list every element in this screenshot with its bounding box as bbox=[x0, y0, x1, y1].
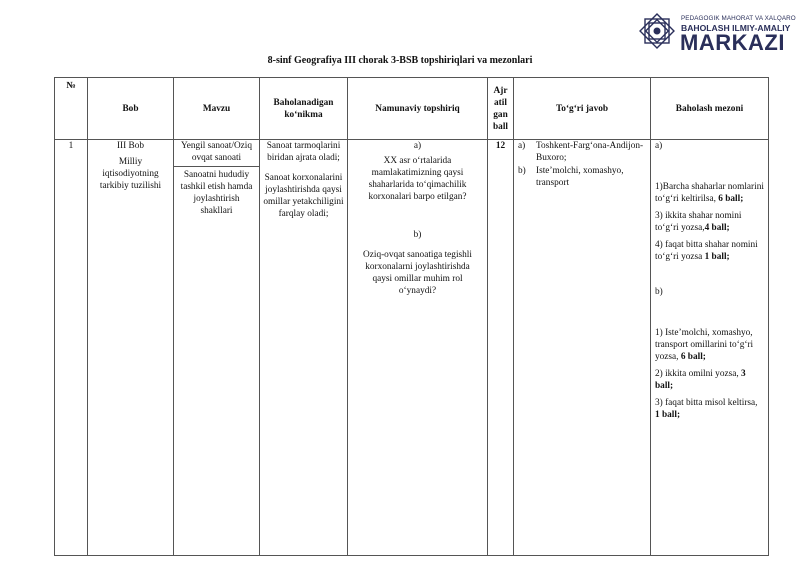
answer-a-text: Toshkent-Fargʻona-Andijon-Buxoro; bbox=[536, 141, 644, 163]
ball-value: 12 bbox=[495, 141, 506, 151]
criteria-b1-text: 1) Isteʼmolchi, xomashyo, transport omillarini toʻgʻri yozsa, bbox=[655, 328, 754, 362]
mavzu-topic-2: Sanoatni hududiy tashkil etish hamda joylashtirish shakllari bbox=[180, 170, 253, 216]
criteria-a2-ball: 4 ball; bbox=[704, 223, 730, 233]
task-a-label: a) bbox=[413, 141, 422, 151]
answer-b-label: b) bbox=[518, 166, 526, 176]
header-konikma bbox=[260, 78, 348, 140]
criteria-b2-ball: 3 ball; bbox=[655, 369, 746, 391]
logo-text-line3: MARKAZI bbox=[680, 30, 785, 55]
criteria-b3-text: 3) faqat bitta misol keltirsa, bbox=[655, 398, 758, 408]
row-number: 1 bbox=[68, 141, 74, 151]
cell-javob bbox=[514, 140, 651, 556]
header-number: № bbox=[55, 78, 88, 140]
bob-name: III Bob bbox=[116, 141, 145, 151]
criteria-a-label: a) bbox=[655, 141, 663, 151]
cell-mezon bbox=[651, 140, 769, 556]
bob-title: Milliy iqtisodiyotning tarkibiy tuzilishi bbox=[99, 157, 162, 191]
criteria-b2 bbox=[651, 368, 768, 392]
answer-a-label: a) bbox=[518, 141, 526, 151]
konikma-skill-2: Sanoat korxonalarini joylashtirishda qaysi omillar yetakchiligini farqlay oladi; bbox=[263, 173, 344, 219]
cell-topshiriq bbox=[348, 140, 488, 556]
logo-text-line1: PEDAGOGIK MAHORAT VA XALQARO bbox=[681, 15, 796, 22]
task-b-text: Oziq-ovqat sanoatiga tegishli korxonalarni joylashtirishda qaysi omillar muhim rol oʻynaydi? bbox=[363, 250, 472, 296]
criteria-a3-ball: 1 ball; bbox=[704, 252, 730, 262]
criteria-a1 bbox=[651, 181, 768, 205]
header-javob: Toʻgʻri javob bbox=[514, 78, 651, 140]
task-a-text: XX asr oʻrtalarida mamlakatimizning qaysi shaharlarida toʻqimachilik korxonalari barpo etilgan? bbox=[368, 156, 467, 202]
list-item bbox=[518, 140, 650, 164]
answer-list bbox=[514, 140, 650, 189]
cell-ball bbox=[488, 140, 514, 556]
answer-b-text: Isteʼmolchi, xomashyo, transport bbox=[536, 166, 624, 188]
header-bob: Bob bbox=[88, 78, 174, 140]
header-konikma-line2: koʻnikma bbox=[284, 109, 323, 120]
criteria-b2-text: 2) ikkita omilni yozsa, bbox=[655, 369, 739, 379]
logo-emblem-icon bbox=[637, 11, 677, 51]
header-konikma-line1: Baholanadigan bbox=[273, 97, 334, 108]
organization-logo bbox=[637, 8, 797, 54]
list-item bbox=[518, 165, 650, 189]
mavzu-topic-1: Yengil sanoat/Oziq ovqat sanoati bbox=[174, 140, 259, 167]
cell-konikma bbox=[260, 140, 348, 556]
logo-text-line2: BAHOLASH ILMIY-AMALIY bbox=[681, 23, 791, 33]
criteria-b3 bbox=[651, 397, 768, 421]
criteria-a1-text: 1)Barcha shaharlar nomlarini toʻgʻri keltirilsa, bbox=[655, 182, 764, 204]
header-mavzu: Mavzu bbox=[174, 78, 260, 140]
criteria-a2 bbox=[651, 210, 768, 234]
table-header-row bbox=[55, 78, 769, 140]
task-b-label: b) bbox=[413, 230, 422, 240]
header-mezon: Baholash mezoni bbox=[651, 78, 769, 140]
header-topshiriq: Namunaviy topshiriq bbox=[348, 78, 488, 140]
criteria-b3-ball: 1 ball; bbox=[655, 410, 681, 420]
konikma-skill-1: Sanoat tarmoqlarini biridan ajrata oladi; bbox=[266, 141, 341, 163]
cell-number bbox=[55, 140, 88, 556]
criteria-b-label: b) bbox=[655, 287, 663, 297]
criteria-a3 bbox=[651, 239, 768, 263]
cell-bob bbox=[88, 140, 174, 556]
criteria-b1 bbox=[651, 327, 768, 363]
criteria-a1-ball: 6 ball; bbox=[718, 194, 744, 204]
criteria-a2-text: 3) ikkita shahar nomini toʻgʻri yozsa, bbox=[655, 211, 742, 233]
header-ball: Ajr atil gan ball bbox=[488, 78, 514, 140]
criteria-b1-ball: 6 ball; bbox=[680, 352, 706, 362]
table-row bbox=[55, 140, 769, 556]
cell-mavzu bbox=[174, 140, 260, 556]
criteria-a3-text: 4) faqat bitta shahar nomini toʻgʻri yozsa bbox=[655, 240, 758, 262]
assessment-table bbox=[54, 77, 769, 556]
document-title: 8-sinf Geografiya III chorak 3-BSB topshiriqlari va mezonlari bbox=[267, 55, 533, 66]
